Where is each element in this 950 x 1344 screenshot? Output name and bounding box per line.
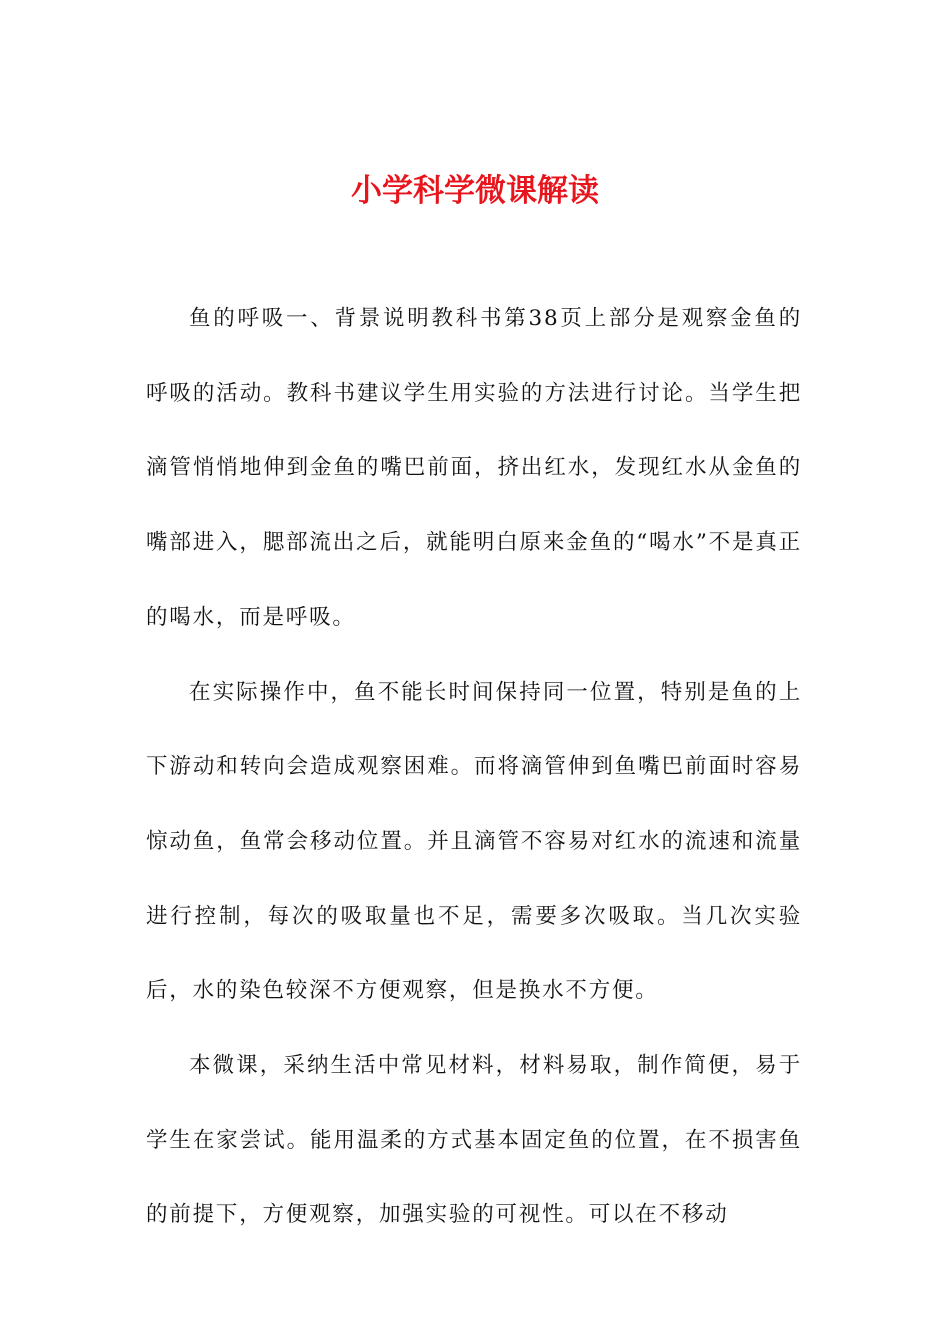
document-body xyxy=(146,282,802,1253)
paragraph-3: 本微课，采纳生活中常见材料，材料易取，制作简便，易于学生在家尝试。能用温柔的方式基本固定鱼的位置，在不损害鱼的前提下，方便观察，加强实验的可视性。可以在不移动 xyxy=(146,1053,802,1228)
document-title: 小学科学微课解读 xyxy=(351,172,599,209)
paragraph-1: 鱼的呼吸一、背景说明教科书第38页上部分是观察金鱼的呼吸的活动。教科书建议学生用实验的方法进行讨论。当学生把滴管悄悄地伸到金鱼的嘴巴前面，挤出红水，发现红水从金鱼的嘴部进入，腮部流出之后，就能明白原来金鱼的“喝水”不是真正的喝水，而是呼吸。 xyxy=(146,306,802,630)
paragraph-2: 在实际操作中，鱼不能长时间保持同一位置，特别是鱼的上下游动和转向会造成观察困难。而将滴管伸到鱼嘴巴前面时容易惊动鱼，鱼常会移动位置。并且滴管不容易对红水的流速和流量进行控制，每次的吸取量也不足，需要多次吸取。当几次实验后，水的染色较深不方便观察，但是换水不方便。 xyxy=(146,679,802,1004)
